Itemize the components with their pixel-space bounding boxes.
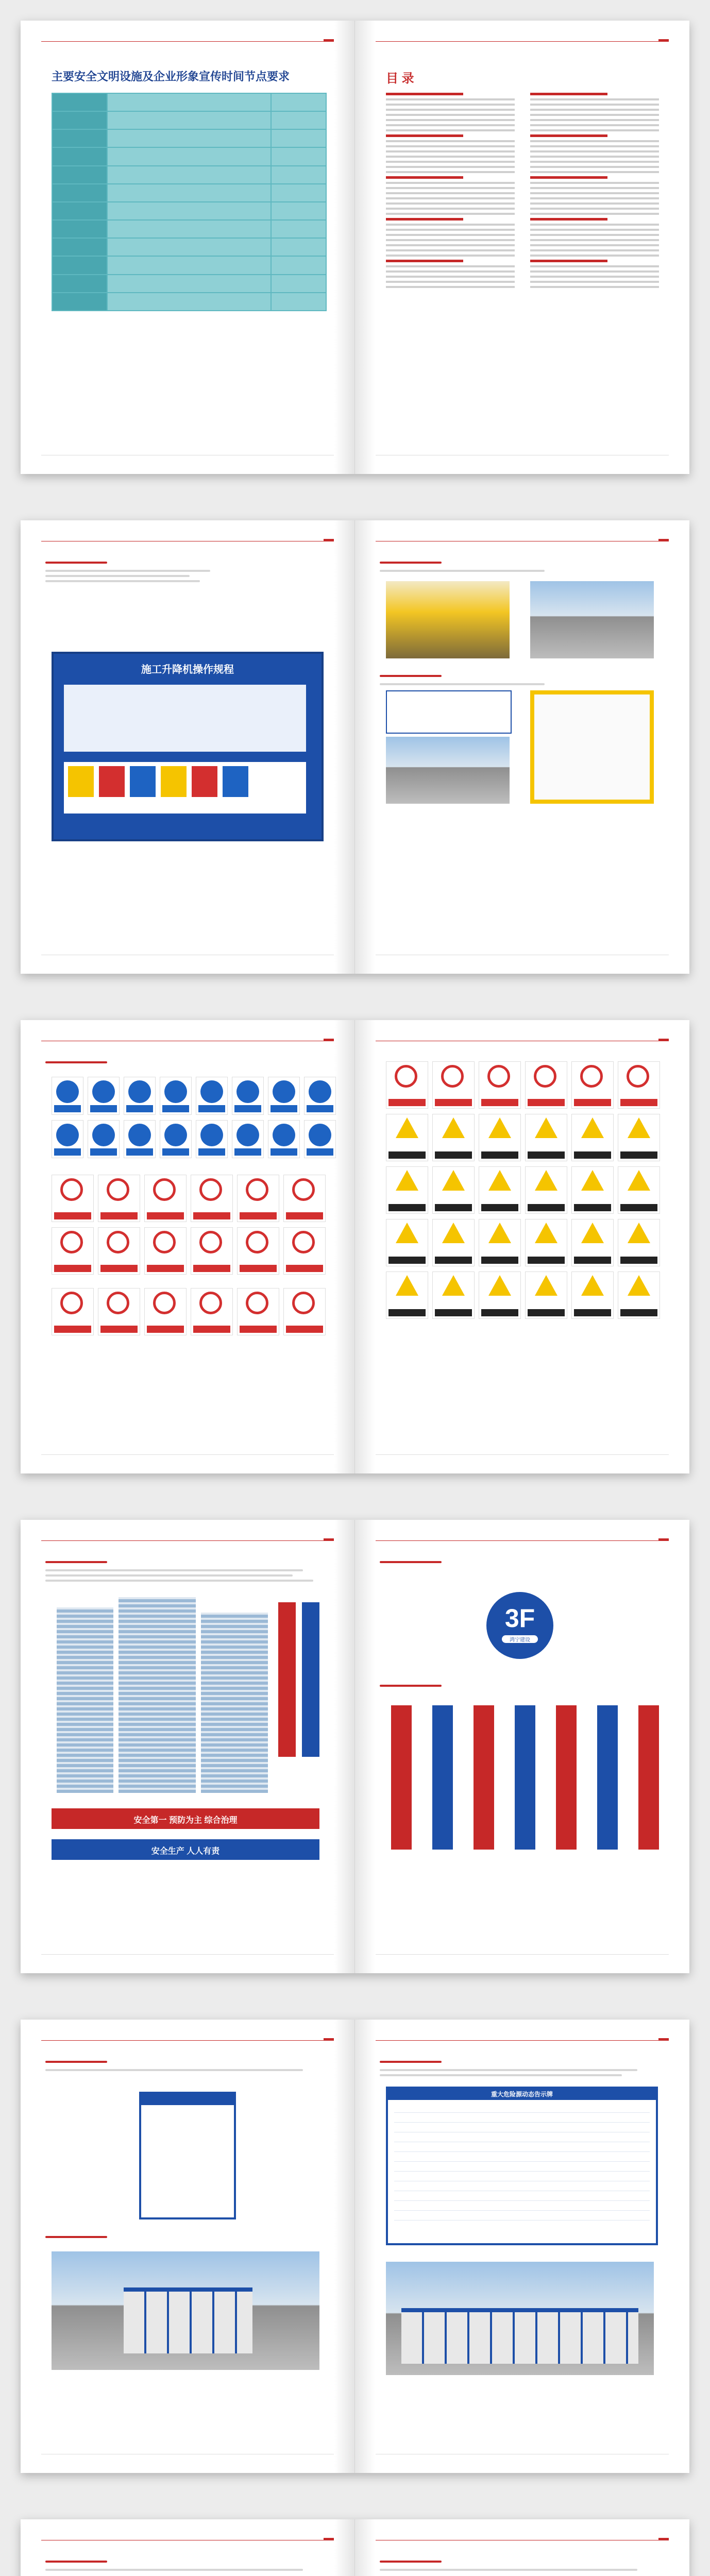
vertical-sign-1 — [391, 1705, 412, 1850]
operation-rules-board — [52, 652, 324, 841]
page-header — [41, 534, 334, 541]
prohibition-signs — [52, 1175, 325, 1275]
building-render-3 — [201, 1613, 268, 1793]
spread-2 — [21, 520, 689, 974]
protective-cage-photo — [386, 581, 510, 658]
page-header — [41, 2533, 334, 2540]
page-footer — [41, 1954, 334, 1960]
page-footer — [376, 1954, 669, 1960]
page-footer — [41, 455, 334, 461]
page-3-left — [21, 1020, 355, 1473]
safe-passage-sign — [386, 690, 512, 734]
spread-4 — [21, 1520, 689, 1973]
page-title: 主要安全文明设施及企业形象宣传时间节点要求 — [52, 70, 290, 83]
page-3-right — [355, 1020, 689, 1473]
page-header — [376, 534, 669, 541]
floor-number-sign: 3F 鸿宁建设 — [486, 1592, 553, 1659]
toc-title: 目 录 — [386, 72, 414, 86]
requirements-table — [52, 93, 327, 311]
site-boards — [401, 2308, 638, 2364]
vertical-sign-5 — [556, 1705, 577, 1850]
slogan-banner-1: 安全第一 预防为主 综合治理 — [52, 1808, 319, 1829]
spread-3 — [21, 1020, 689, 1473]
page-1-right — [355, 21, 689, 474]
page-6-left — [21, 2519, 355, 2576]
shelter-structure — [124, 2287, 252, 2353]
spread-6 — [21, 2519, 689, 2576]
warning-signs — [386, 1061, 659, 1319]
vertical-sign-3 — [474, 1705, 494, 1850]
page-1-left — [21, 21, 355, 474]
spread-5 — [21, 2020, 689, 2473]
page-5-right — [355, 2020, 689, 2473]
building-render-1 — [57, 1607, 113, 1793]
vertical-banner-red — [278, 1602, 296, 1757]
page-footer — [41, 2454, 334, 2460]
page-footer — [41, 1454, 334, 1460]
prohibition-signs-2 — [52, 1288, 325, 1335]
building-render-2 — [119, 1597, 196, 1793]
page-header — [41, 1533, 334, 1541]
page-2-right — [355, 520, 689, 974]
page-header — [376, 1533, 669, 1541]
page-header — [376, 34, 669, 42]
slogan-banner-2: 安全生产 人人有责 — [52, 1839, 319, 1860]
mandatory-signs — [52, 1077, 335, 1158]
vertical-sign-4 — [515, 1705, 535, 1850]
site-photo-2 — [386, 737, 510, 804]
page-footer — [41, 955, 334, 960]
page-footer — [376, 955, 669, 960]
vertical-sign-6 — [597, 1705, 618, 1850]
page-header — [376, 2033, 669, 2041]
vertical-banner-blue — [302, 1602, 319, 1757]
page-4-right — [355, 1520, 689, 1973]
page-5-left — [21, 2020, 355, 2473]
page-footer — [376, 2454, 669, 2460]
page-footer — [376, 1454, 669, 1460]
page-header — [41, 34, 334, 42]
page-header — [376, 2533, 669, 2540]
toc-list — [386, 93, 659, 381]
vertical-sign-2 — [432, 1705, 453, 1850]
board-title: 施工升降机操作规程 — [141, 664, 234, 675]
protection-frame — [530, 690, 654, 804]
site-photo — [530, 581, 654, 658]
spread-1 — [21, 21, 689, 474]
page-header — [41, 1033, 334, 1041]
page-footer — [376, 455, 669, 461]
page-header — [41, 2033, 334, 2041]
page-2-left — [21, 520, 355, 974]
page-6-right — [355, 2519, 689, 2576]
hazard-board: 重大危险源动态告示牌 — [386, 2087, 658, 2245]
vertical-sign-7 — [638, 1705, 659, 1850]
notice-board — [139, 2092, 236, 2219]
page-4-left — [21, 1520, 355, 1973]
page-header — [376, 1033, 669, 1041]
